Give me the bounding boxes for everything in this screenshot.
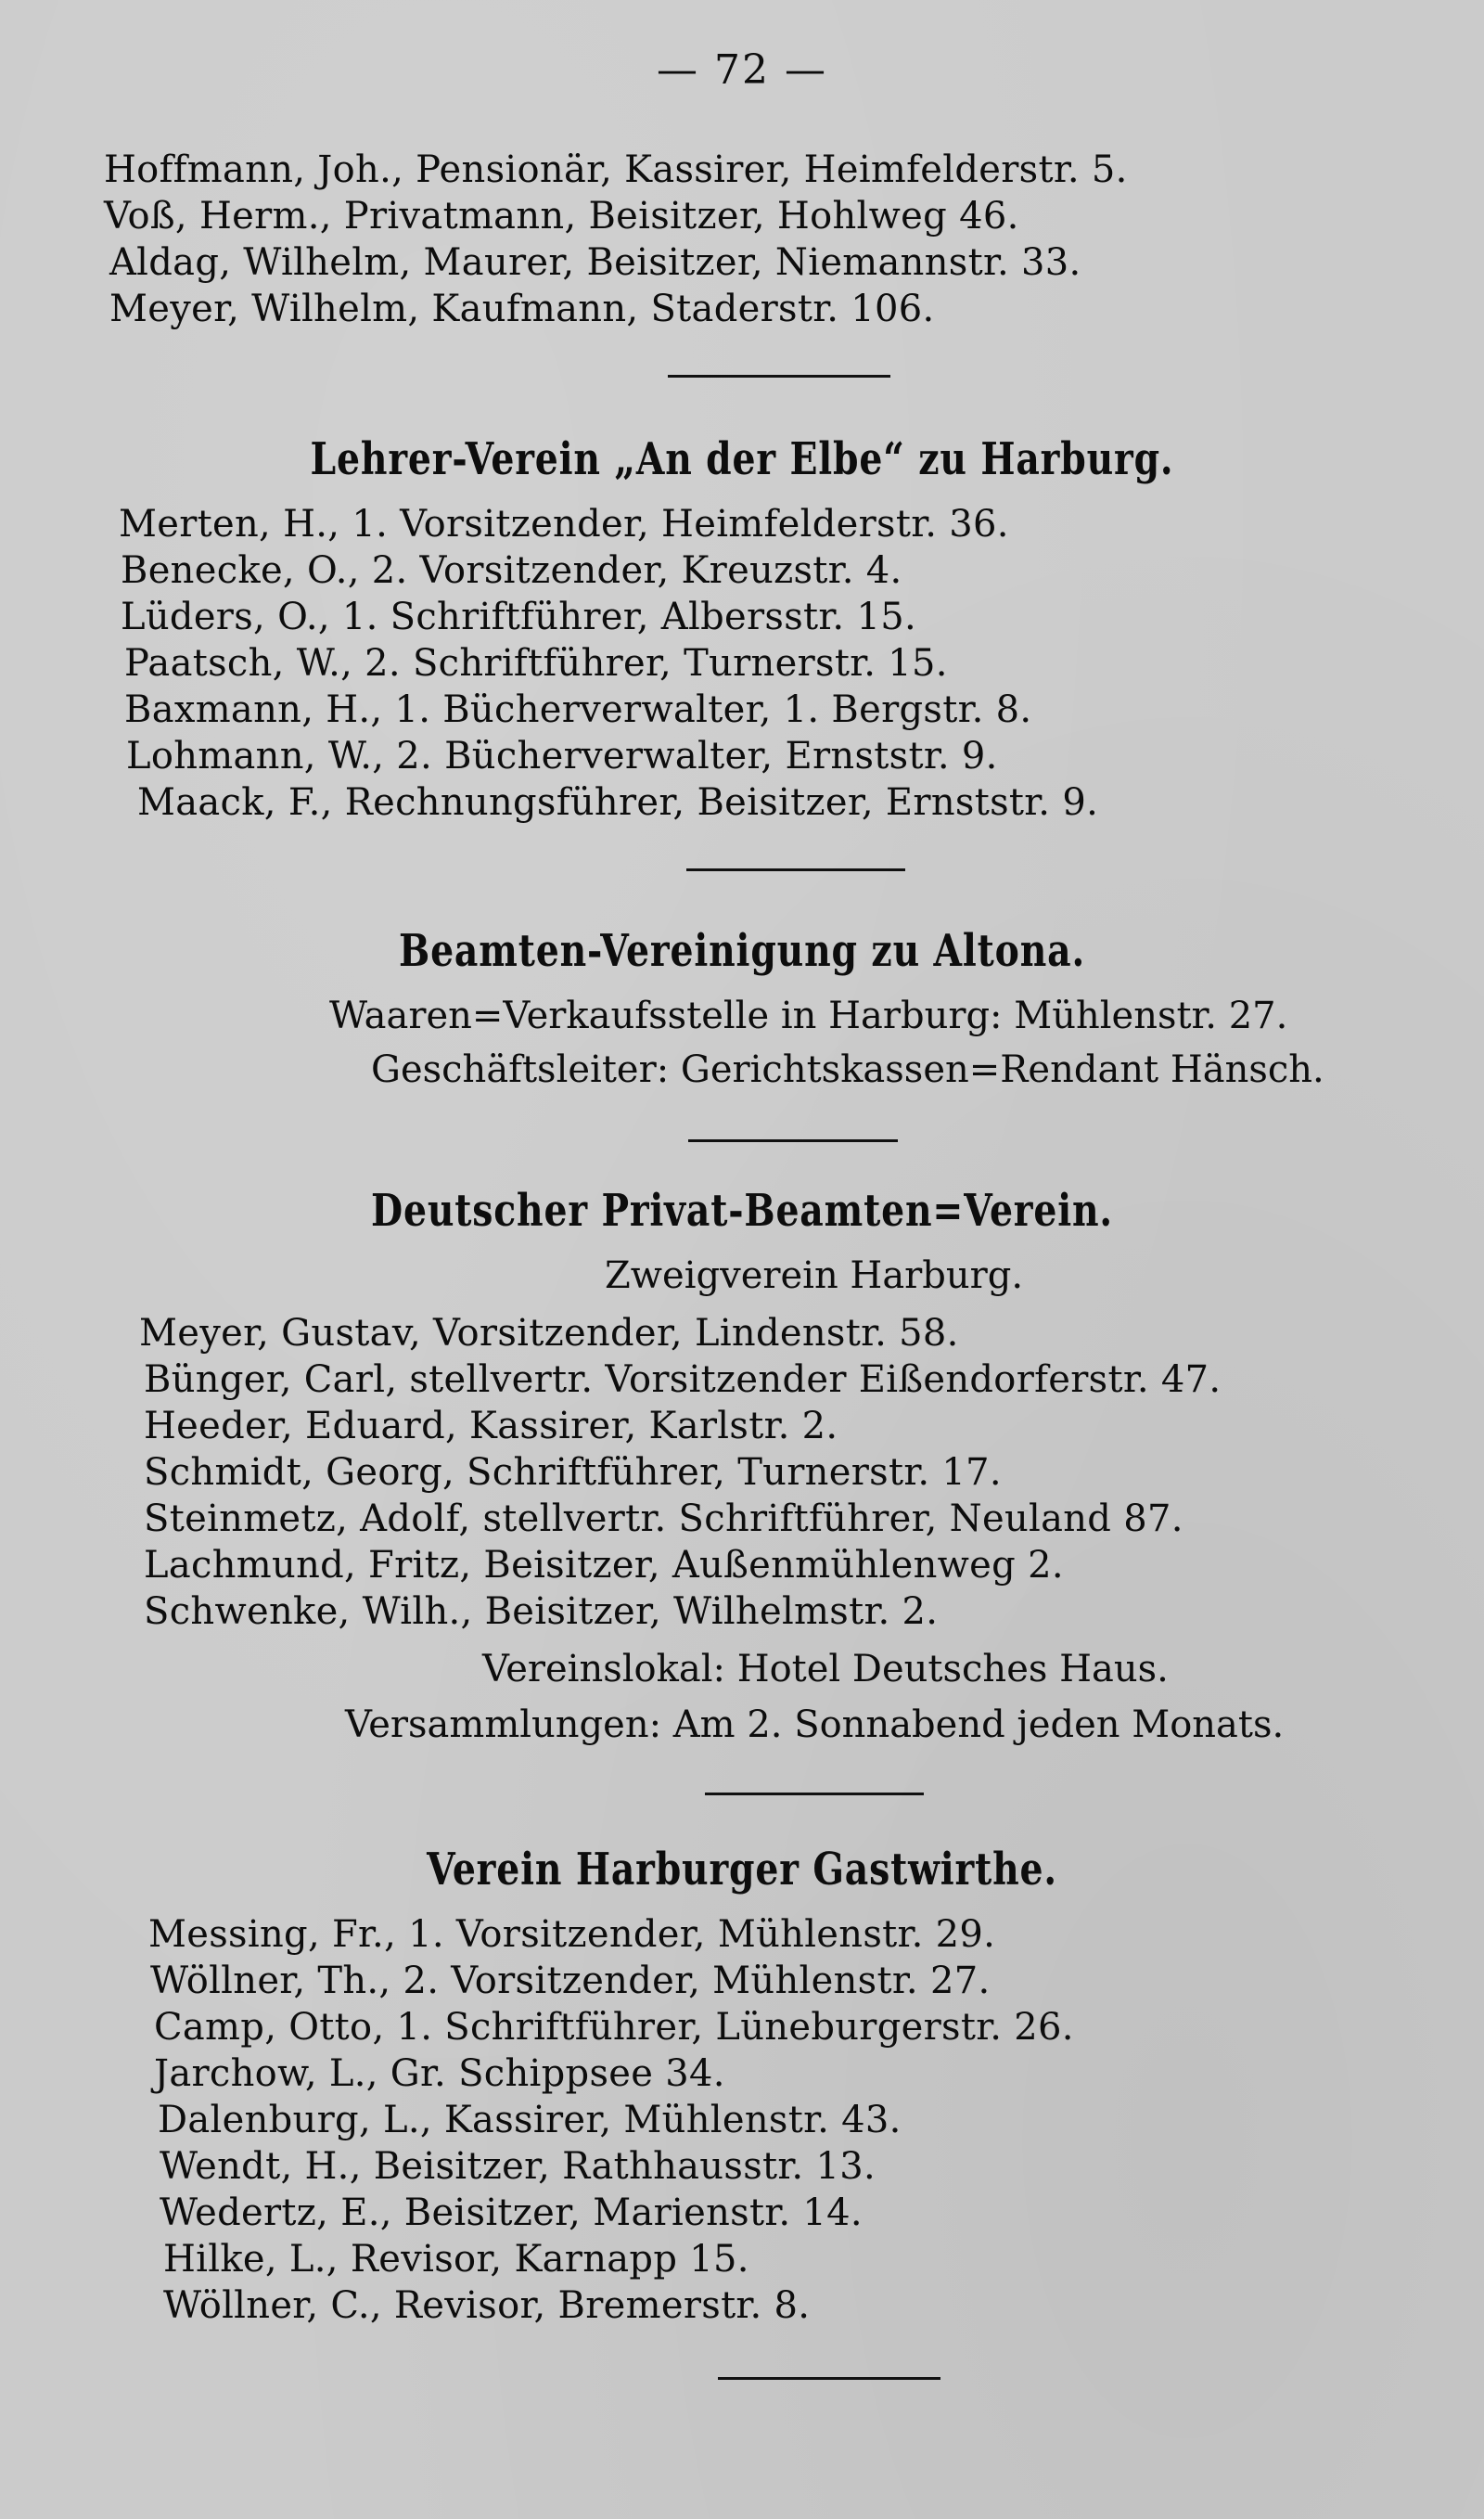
list-item: Jarchow, L., Gr. Schippsee 34. <box>154 2052 725 2095</box>
section-heading: Lehrer-Verein „An der Elbe“ zu Harburg. <box>310 433 1174 485</box>
list-item: Merten, H., 1. Vorsitzender, Heimfelderstr. 36. <box>119 503 1009 546</box>
section-divider <box>686 868 905 871</box>
section-heading: Verein Harburger Gastwirthe. <box>427 1844 1057 1896</box>
section-subtitle: Waaren=Verkaufsstelle in Harburg: Mühlenstr. 27. <box>329 995 1288 1037</box>
list-item: Meyer, Gustav, Vorsitzender, Lindenstr. 58. <box>139 1312 959 1355</box>
section-divider <box>668 375 890 378</box>
section-heading: Deutscher Privat-Beamten=Verein. <box>371 1185 1113 1237</box>
list-item: Wendt, H., Beisitzer, Rathhausstr. 13. <box>160 2145 876 2188</box>
section-divider <box>705 1793 924 1795</box>
list-item: Benecke, O., 2. Vorsitzender, Kreuzstr. 4. <box>121 549 902 592</box>
list-item: Voß, Herm., Privatmann, Beisitzer, Hohlweg 46. <box>104 195 1019 238</box>
section-heading: Beamten-Vereinigung zu Altona. <box>398 925 1086 977</box>
list-item: Lüders, O., 1. Schriftführer, Albersstr. 15. <box>121 596 916 638</box>
section-note: Vereinslokal: Hotel Deutsches Haus. <box>482 1648 1169 1690</box>
list-item: Paatsch, W., 2. Schriftführer, Turnerstr. 15. <box>124 642 948 685</box>
section-subtitle: Zweigverein Harburg. <box>605 1254 1024 1297</box>
list-item: Meyer, Wilhelm, Kaufmann, Staderstr. 106. <box>109 288 935 330</box>
list-item: Steinmetz, Adolf, stellvertr. Schriftführer, Neuland 87. <box>144 1497 1183 1540</box>
list-item: Dalenburg, L., Kassirer, Mühlenstr. 43. <box>158 2099 902 2141</box>
section-divider <box>688 1139 898 1142</box>
list-item: Baxmann, H., 1. Bücherverwalter, 1. Bergstr. 8. <box>124 688 1032 731</box>
list-item: Maack, F., Rechnungsführer, Beisitzer, Ernststr. 9. <box>137 781 1099 824</box>
list-item: Messing, Fr., 1. Vorsitzender, Mühlenstr. 29. <box>148 1913 996 1956</box>
section-subtitle: Geschäftsleiter: Gerichtskassen=Rendant Hänsch. <box>371 1048 1324 1091</box>
section-note: Versammlungen: Am 2. Sonnabend jeden Monats. <box>345 1703 1285 1746</box>
list-item: Lohmann, W., 2. Bücherverwalter, Ernststr. 9. <box>126 735 998 778</box>
page-number: — 72 — <box>657 46 827 94</box>
list-item: Schmidt, Georg, Schriftführer, Turnerstr. 17. <box>144 1451 1002 1494</box>
list-item: Wöllner, Th., 2. Vorsitzender, Mühlenstr. 27. <box>150 1960 991 2002</box>
section-divider <box>718 2377 940 2380</box>
list-item: Lachmund, Fritz, Beisitzer, Außenmühlenweg 2. <box>144 1544 1064 1587</box>
list-item: Camp, Otto, 1. Schriftführer, Lüneburgerstr. 26. <box>154 2006 1074 2049</box>
list-item: Wedertz, E., Beisitzer, Marienstr. 14. <box>160 2191 863 2234</box>
list-item: Schwenke, Wilh., Beisitzer, Wilhelmstr. 2. <box>144 1590 939 1633</box>
list-item: Bünger, Carl, stellvertr. Vorsitzender Eißendorferstr. 47. <box>144 1358 1222 1401</box>
list-item: Heeder, Eduard, Kassirer, Karlstr. 2. <box>144 1405 838 1447</box>
list-item: Wöllner, C., Revisor, Bremerstr. 8. <box>163 2284 811 2327</box>
list-item: Hilke, L., Revisor, Karnapp 15. <box>163 2238 749 2281</box>
list-item: Aldag, Wilhelm, Maurer, Beisitzer, Niemannstr. 33. <box>109 241 1081 284</box>
list-item: Hoffmann, Joh., Pensionär, Kassirer, Heimfelderstr. 5. <box>104 148 1128 191</box>
